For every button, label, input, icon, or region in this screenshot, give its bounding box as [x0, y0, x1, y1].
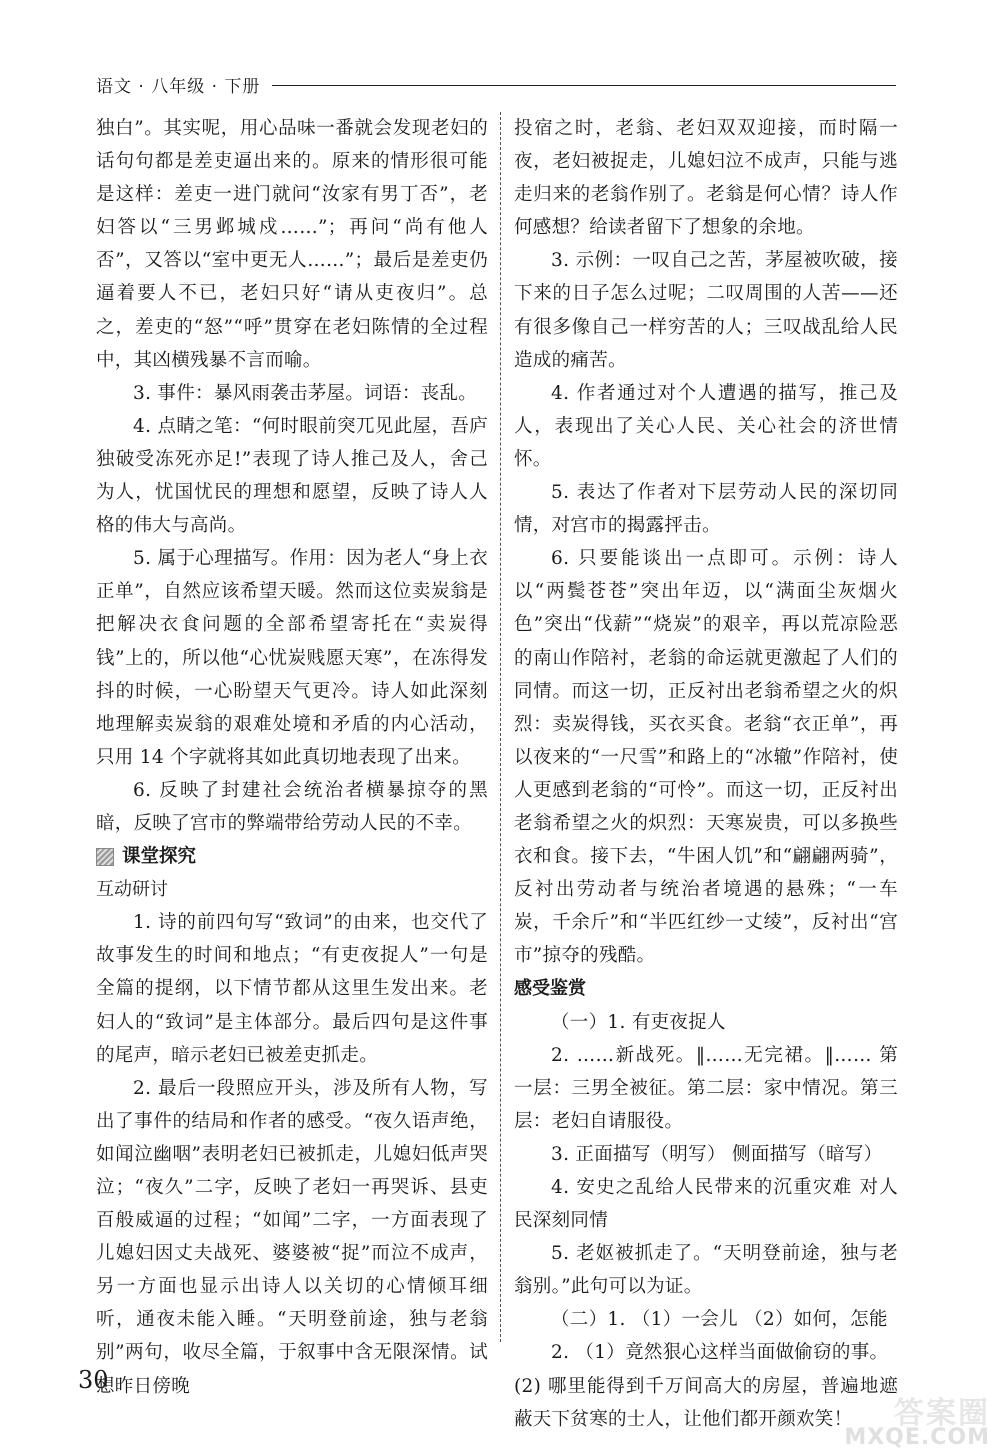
answer-item: 5. 属于心理描写。作用：因为老人“身上衣正单”，自然应该希望天暖。然而这位卖炭翁是把解决衣食问题的全部希望寄托在“卖炭得钱”上的，所以他“心忧炭贱愿天寒”，在冻得发抖的时候，一心盼望天气更冷。诗人如此深刻地理解卖炭翁的艰难处境和矛盾的内心活动，只用 14 个字就将其如此真切地表现了出来。 — [96, 548, 488, 768]
answer-item: 6. 反映了封建社会统治者横暴掠夺的黑暗，反映了宫市的弊端带给劳动人民的不幸。 — [96, 779, 488, 834]
answer-item: 3. 示例：一叹自己之苦，茅屋被吹破，接下来的日子怎么过呢；二叹周围的人苦——还有很多像自己一样穷苦的人；三叹战乱给人民造成的痛苦。 — [514, 250, 898, 371]
section-title: 课堂探究 — [122, 846, 197, 868]
page-number: 30 — [78, 1366, 109, 1394]
answer-item: （一）1. 有吏夜捉人 — [551, 1011, 726, 1033]
right-column — [514, 112, 898, 1436]
section-marker-icon — [96, 848, 114, 866]
answer-item: 5. 老妪被抓走了。“天明登前途，独与老翁别。”此句可以为证。 — [514, 1243, 898, 1298]
answer-item: 6. 只要能谈出一点即可。示例：诗人以“两鬓苍苍”突出年迈，以“满面尘灰烟火色”突出“伐薪”“烧炭”的艰辛，再以荒凉险恶的南山作陪衬，老翁的命运就更激起了人们的同情。而这一切，正反衬出老翁希望之火的炽烈：卖炭得钱，买衣买食。老翁“衣正单”，再以夜来的“一尺雪”和路上的“冰辙”作陪衬，使人更感到老翁的“可怜”。而这一切，正反衬出老翁希望之火的炽烈：天寒炭贵，可以多换些衣和食。接下去，“牛困人饥”和“翩翩两骑”，反衬出劳动者与统治者境遇的悬殊；“一车炭，千余斤”和“半匹红纱一丈绫”，反衬出“宫市”掠夺的残酷。 — [514, 548, 898, 967]
answer-item: 5. 表达了作者对下层劳动人民的深切同情，对宫市的揭露抨击。 — [514, 482, 898, 537]
running-header — [96, 72, 896, 96]
answer-item: 4. 安史之乱给人民带来的沉重灾难 对人民深刻同情 — [514, 1177, 898, 1232]
column-divider — [500, 112, 501, 1342]
answer-item: 4. 点睛之笔：“何时眼前突兀见此屋，吾庐独破受冻死亦足!”表现了诗人推己及人，舍己为人，忧国忧民的理想和愿望，反映了诗人人格的伟大与高尚。 — [96, 415, 488, 537]
paragraph: 独白”。其实呢，用心品味一番就会发现老妇的话句句都是差吏逼出来的。原来的情形很可能是这样：差吏一进门就问“汝家有男丁否”，老妇答以“三男邺城戍……”；再问“尚有他人否”，又答以“室中更无人……”；最后是差吏仍逼着要人不已，老妇只好“请从吏夜归”。总之，差吏的“怒”“呼”贯穿在老妇陈情的全过程中，其凶横残暴不言而喻。 — [96, 118, 488, 371]
answer-item: 1. 诗的前四句写“致词”的由来，也交代了故事发生的时间和地点；“有吏夜捉人”一句是全篇的提纲，以下情节都从这里生发出来。老妇人的“致词”是主体部分。最后四句是这件事的尾声，暗示老妇已被差吏抓走。 — [96, 912, 488, 1066]
subsection-title: 互动研讨 — [96, 879, 168, 901]
left-column — [96, 112, 488, 1403]
subsection-title: 感受鉴赏 — [514, 978, 586, 1000]
answer-item: 2. ……新战死。‖……无完裙。‖…… 第一层：三男全被征。第二层：家中情况。第三层：老妇自请服役。 — [514, 1044, 898, 1132]
answer-item: 3. 正面描写（明写） 侧面描写（暗写） — [551, 1143, 883, 1165]
watermark-domain: MXQE.COM — [844, 1425, 990, 1450]
header-rule — [272, 85, 896, 86]
section-heading — [96, 840, 488, 873]
answer-item: 3. 事件：暴风雨袭击茅屋。词语：丧乱。 — [133, 382, 478, 404]
answer-item: 2. 最后一段照应开头，涉及所有人物，写出了事件的结局和作者的感受。“夜久语声绝，如闻泣幽咽”表明老妇已被抓走，儿媳妇低声哭泣；“夜久”二字，反映了老妇一再哭诉、县吏百般威逼的过程；“如闻”二字，一方面表现了儿媳妇因丈夫战死、婆婆被“捉”而泣不成声，另一方面也显示出诗人以关切的心情倾耳细听，通夜未能入睡。“天明登前途，独与老翁别”两句，收尽全篇，于叙事中含无限深情。试想昨日傍晚 — [96, 1077, 488, 1397]
watermark — [800, 1388, 990, 1450]
answer-item: （二）1. （1）一会儿 （2）如何，怎能 — [551, 1309, 888, 1331]
answer-item: (2) 哪里能得到千万间高大的房屋，普遍地遮蔽天下贫寒的士人，让他们都开颜欢笑！ — [514, 1375, 898, 1430]
answer-item: 4. 作者通过对个人遭遇的描写，推己及人，表现出了关心人民、关心社会的济世情怀。 — [514, 382, 898, 470]
watermark-logo-text: 答案圈 — [894, 1396, 990, 1431]
paragraph: 投宿之时，老翁、老妇双双迎接，而时隔一夜，老妇被捉走，儿媳妇泣不成声，只能与逃走归来的老翁作别了。老翁是何心情？诗人作何感想？给读者留下了想象的余地。 — [514, 118, 898, 239]
answer-item: 2. （1）竟然狠心这样当面做偷窃的事。 — [551, 1342, 889, 1364]
header-title: 语文 · 八年级 · 下册 — [96, 76, 261, 97]
